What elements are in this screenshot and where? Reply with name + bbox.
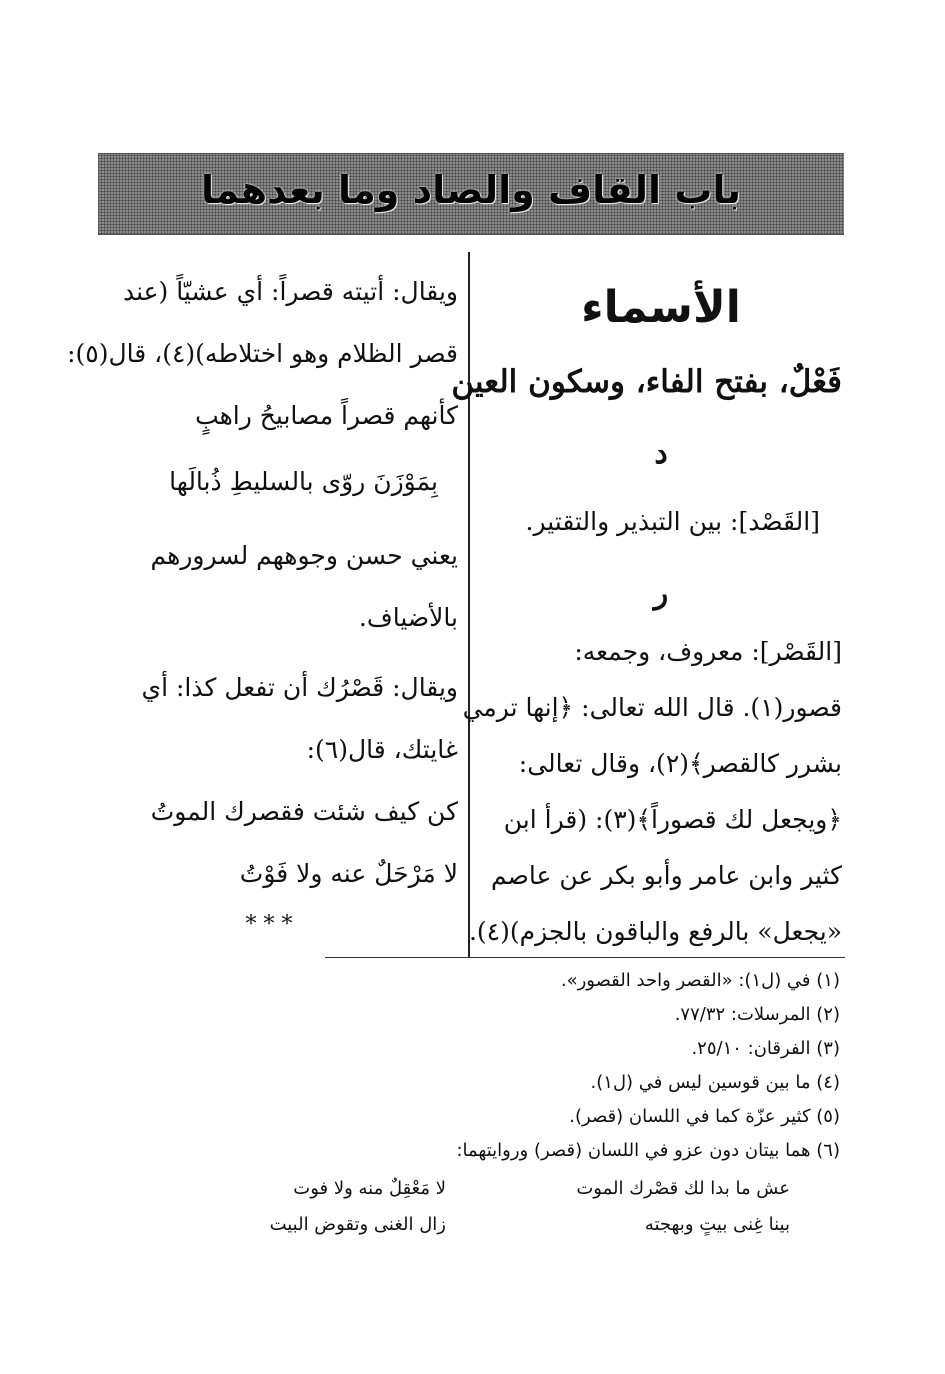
footnote: (٤) ما بين قوسين ليس في (ل١).	[590, 1072, 840, 1093]
entry-line: كثير وابن عامر وأبو بكر عن عاصم	[491, 861, 842, 890]
entry-line: «يجعل» بالرفع والباقون بالجزم)(٤).	[468, 917, 842, 946]
entry-line: قصور(١). قال الله تعالى: ﴿إنها ترمي	[462, 693, 842, 722]
footnote-separator	[325, 957, 845, 958]
footnote-verse-hemistich: لا مَعْقِلٌ منه ولا فوت	[293, 1178, 446, 1199]
footnote-verse-hemistich: بينا غِنى بيتٍ وبهجته	[644, 1214, 790, 1235]
text-line: قصر الظلام وهو اختلاطه)(٤)، قال(٥):	[67, 339, 458, 368]
chapter-banner	[98, 153, 844, 235]
footnote: (٦) هما بيتان دون عزو في اللسان (قصر) وروايتهما:	[456, 1140, 840, 1161]
entry-qasd: [القَصْد]: بين التبذير والتقتير.	[525, 507, 820, 536]
verse-line: لا مَرْحَلٌ عنه ولا فَوْتُ	[239, 859, 458, 888]
text-line: يعني حسن وجوههم لسرورهم	[150, 541, 458, 570]
text-line: غايتك، قال(٦):	[306, 735, 458, 764]
pattern-heading: فَعْلٌ، بفتح الفاء، وسكون العين	[451, 364, 842, 400]
column-divider	[468, 252, 470, 957]
section-title: الأسماء	[581, 282, 741, 333]
footnote: (٥) كثير عزّة كما في اللسان (قصر).	[569, 1106, 840, 1127]
end-mark: * * *	[245, 912, 293, 937]
text-line: بالأضياف.	[358, 603, 458, 632]
footnote-verse-hemistich: عش ما بدا لك قصْرك الموت	[576, 1178, 790, 1199]
entry-line: [القَصْر]: معروف، وجمعه:	[574, 637, 842, 666]
verse-line: كن كيف شئت فقصرك الموتُ	[150, 797, 458, 826]
verse-line: كأنهم قصراً مصابيحُ راهبٍ	[195, 401, 458, 430]
entry-line: ﴿ويجعل لك قصوراً﴾(٣): (قرأ ابن	[503, 805, 842, 834]
letter-heading-r: ر	[653, 576, 669, 611]
text-line: ويقال: قَصْرُك أن تفعل كذا: أي	[141, 673, 458, 702]
footnote: (٣) الفرقان: ٢٥/١٠.	[691, 1038, 840, 1059]
letter-heading-d: د	[654, 436, 668, 471]
text-line: ويقال: أتيته قصراً: أي عشيّاً (عند	[122, 277, 458, 306]
footnote: (٢) المرسلات: ٧٧/٣٢.	[674, 1004, 840, 1025]
verse-line: بِمَوْزَنَ روّى بالسليطِ ذُبالَها	[169, 467, 438, 496]
footnote-verse-hemistich: زال الغنى وتقوض البيت	[269, 1214, 446, 1235]
chapter-title: باب القاف والصاد وما بعدهما	[201, 168, 741, 212]
footnote: (١) في (ل١): «القصر واحد القصور».	[560, 970, 840, 991]
entry-line: بشرر كالقصر﴾(٢)، وقال تعالى:	[518, 749, 842, 778]
